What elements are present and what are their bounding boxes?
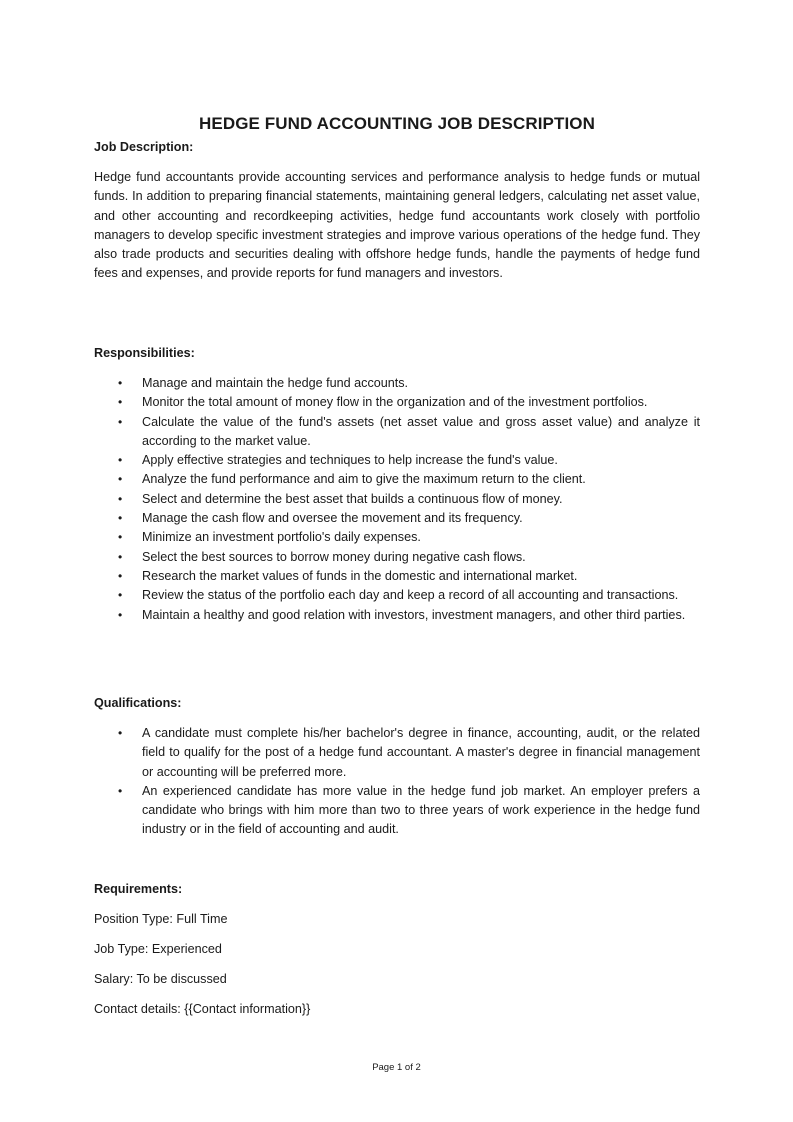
list-item-text: Maintain a healthy and good relation with investors, investment managers, and other third parties. [142, 607, 686, 622]
responsibilities-list [94, 374, 700, 625]
requirements-heading: Requirements: [94, 882, 183, 896]
page-number: Page 1 of 2 [372, 1062, 421, 1073]
list-item-text: An experienced candidate has more value in the hedge fund job market. An employer prefers a candidate who brings with him more than two to three years of work experience in the hedge fund industry or in the field of accounting and audit. [142, 783, 700, 837]
list-item [94, 413, 700, 452]
list-item [94, 606, 700, 625]
list-item [94, 374, 700, 393]
list-item-text: Calculate the value of the fund's assets (net asset value and gross asset value) and analyze it according to the market value. [142, 414, 700, 448]
list-item [94, 724, 700, 782]
job-type: Job Type: Experienced [94, 942, 222, 956]
list-item-text: Select the best sources to borrow money during negative cash flows. [142, 549, 526, 564]
list-item [94, 393, 700, 412]
bullet-icon: • [118, 568, 123, 583]
list-item [94, 470, 700, 489]
list-item-text: Select and determine the best asset that builds a continuous flow of money. [142, 491, 563, 506]
bullet-icon: • [118, 549, 123, 564]
list-item [94, 548, 700, 567]
bullet-icon: • [118, 376, 123, 390]
contact-details: Contact details: {{Contact information}} [94, 1002, 311, 1016]
position-type: Position Type: Full Time [94, 912, 228, 926]
list-item [94, 567, 700, 586]
list-item-text: Research the market values of funds in the domestic and international market. [142, 568, 578, 583]
bullet-icon: • [118, 453, 123, 468]
list-item-text: Analyze the fund performance and aim to give the maximum return to the client. [142, 472, 586, 487]
list-item-text: Apply effective strategies and techniques to help increase the fund's value. [142, 453, 558, 468]
bullet-icon: • [118, 530, 123, 545]
job-description-text: Hedge fund accountants provide accounting services and performance analysis to hedge funds or mutual funds. In addition to preparing financial statements, maintaining general ledgers, calculating net asset value, and other accounting and recordkeeping activities, hedge fund accountants work closely with portfolio managers to develop specific investment strategies and improve various operations of the hedge fund. They also trade products and securities dealing with offshore hedge funds, handle the payments of hedge fund fees and expenses, and provide reports for fund managers and investors. [94, 170, 700, 281]
job-description-heading: Job Description: [94, 140, 194, 154]
bullet-icon: • [118, 726, 123, 740]
bullet-icon: • [118, 472, 123, 487]
qualifications-list [94, 724, 700, 840]
list-item-text: Manage and maintain the hedge fund accounts. [142, 376, 409, 390]
document-title: HEDGE FUND ACCOUNTING JOB DESCRIPTION [199, 114, 595, 133]
bullet-icon: • [118, 414, 123, 429]
bullet-icon: • [118, 588, 123, 603]
list-item [94, 509, 700, 528]
bullet-icon: • [118, 783, 123, 798]
salary: Salary: To be discussed [94, 972, 227, 986]
qualifications-heading: Qualifications: [94, 696, 182, 710]
bullet-icon: • [118, 511, 123, 526]
responsibilities-heading: Responsibilities: [94, 346, 195, 360]
list-item-text: Minimize an investment portfolio's daily expenses. [142, 530, 421, 545]
list-item [94, 490, 700, 509]
list-item-text: Review the status of the portfolio each day and keep a record of all accounting and transactions. [142, 588, 679, 603]
list-item-text: Monitor the total amount of money flow in the organization and of the investment portfolios. [142, 395, 648, 410]
list-item-text: Manage the cash flow and oversee the movement and its frequency. [142, 511, 523, 526]
list-item [94, 586, 700, 605]
list-item [94, 451, 700, 470]
bullet-icon: • [118, 491, 123, 506]
list-item [94, 528, 700, 547]
list-item-text: A candidate must complete his/her bachelor's degree in finance, accounting, audit, or the related field to qualify for the post of a hedge fund accountant. A master's degree in financial management or accounting will be preferred more. [142, 726, 700, 779]
bullet-icon: • [118, 395, 123, 410]
list-item [94, 782, 700, 840]
bullet-icon: • [118, 607, 123, 622]
